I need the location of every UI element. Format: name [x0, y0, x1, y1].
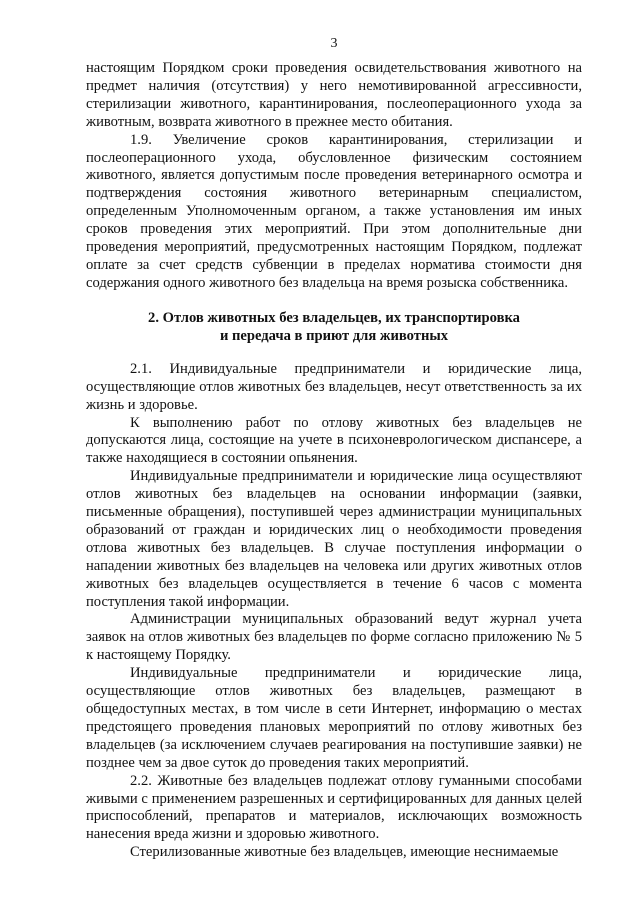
paragraph-announcement: Индивидуальные предприниматели и юридические лица, осуществляющие отлов животных без владельцев, размещают в общедоступных местах, в том числе в сети Интернет, информацию о местах предстоящего проведения плановых мероприятий по отлову животных без владельцев (за исключением случаев реагирования на поступившие заявки) не позднее чем за двое суток до проведения таких мероприятий. [86, 665, 582, 771]
paragraph-continuation: настоящим Порядком сроки проведения освидетельствования животного на предмет наличия (отсутствия) у него немотивированной агрессивности, стерилизации животного, карантинирования, послеоперационного ухода за животным, возврата животного в прежнее место обитания. [86, 60, 582, 130]
paragraph-1-9: 1.9. Увеличение сроков карантинирования, стерилизации и послеоперационного ухода, обусловленное физическим состоянием животного, является допустимым после проведения ветеринарного осмотра и подтверждения состояния животного ветеринарным специалистом, определенным Уполномоченным органом, а также установления им иных сроков проведения этих мероприятий. При этом дополнительные дни проведения мероприятий, предусмотренных настоящим Порядком, подлежат оплате за счет средств субвенции в пределах норматива стоимости дня содержания одного животного без владельца на время розыска собственника. [86, 131, 582, 291]
section-heading-line-2: и передача в приют для животных [219, 327, 449, 344]
paragraph-capture-basis: Индивидуальные предприниматели и юридические лица осуществляют отлов животных без владельцев на основании информации (заявки, письменные обращения), поступившей через администрации муниципальных образований от граждан и юридических лиц о необходимости проведения отлова животных без владельцев. В случае поступления информации о нападении животных без владельцев на человека или других животных отлов животных без владельцев осуществляется в течение 6 часов с момента поступления такой информации. [86, 468, 582, 610]
section-heading-line-1: 2. Отлов животных без владельцев, их транспортировка [148, 309, 520, 326]
paragraph-sterilized: Стерилизованные животные без владельцев, имеющие неснимаемые [130, 844, 559, 861]
paragraph-2-1: 2.1. Индивидуальные предприниматели и юридические лица, осуществляющие отлов животных без владельцев, несут ответственность за их жизнь и здоровье. [86, 360, 582, 413]
paragraph-2-2: 2.2. Животные без владельцев подлежат отлову гуманными способами живыми с применением разрешенных и сертифицированных для данных целей приспособлений, препаратов и материалов, исключающих возможность нанесения вреда жизни и здоровью животного. [86, 772, 582, 843]
paragraph-admission: К выполнению работ по отлову животных без владельцев не допускаются лица, состоящие на учете в психоневрологическом диспансере, а также находящиеся в состоянии опьянения. [86, 414, 582, 467]
page-number: 3 [330, 36, 338, 51]
section-heading [86, 309, 582, 345]
paragraph-journal: Администрации муниципальных образований ведут журнал учета заявок на отлов животных без владельцев по форме согласно приложению № 5 к настоящему Порядку. [86, 611, 582, 664]
